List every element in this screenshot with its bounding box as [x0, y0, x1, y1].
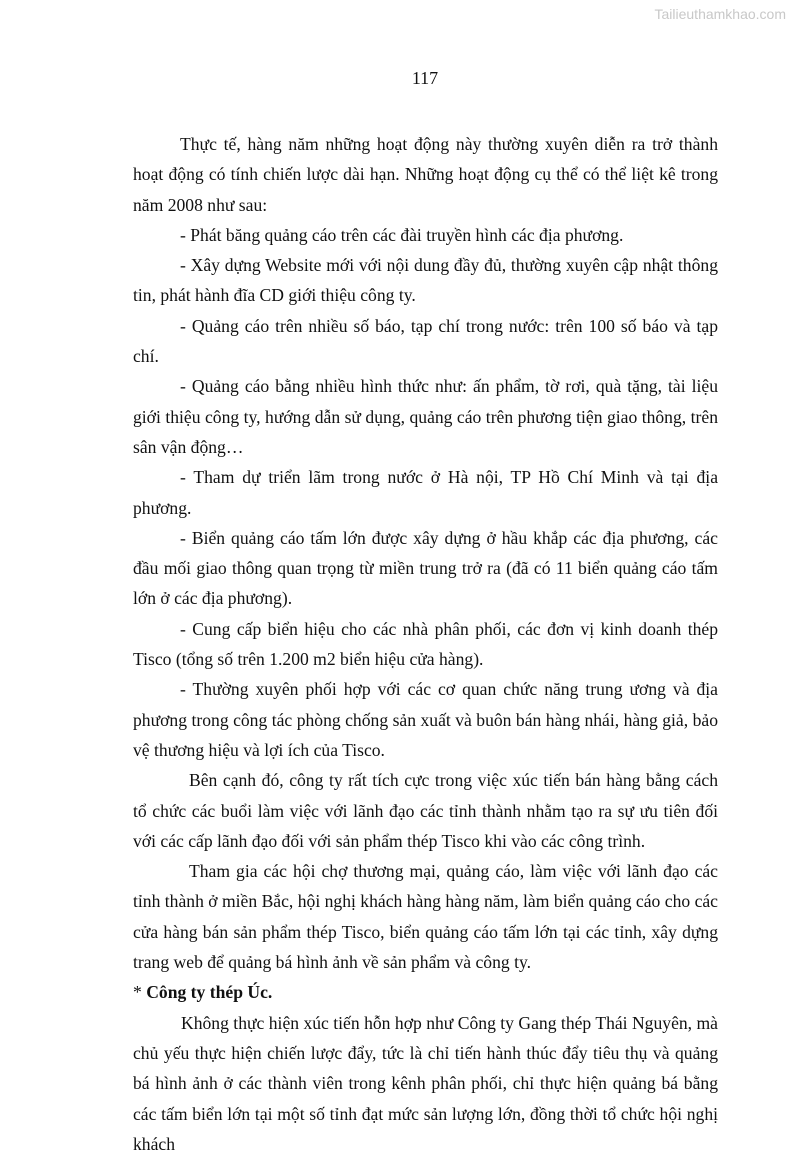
watermark: Tailieuthamkhao.com: [654, 6, 786, 22]
bullet-billboards: - Biển quảng cáo tấm lớn được xây dựng ở hầu khắp các địa phương, các đầu mối giao thông quan trọng từ miền trung trở ra (đã có 11 biển quảng cáo tấm lớn ở các địa phương).: [133, 527, 718, 609]
heading-prefix: *: [133, 982, 147, 1003]
bullet-newspaper-ads: - Quảng cáo trên nhiều số báo, tạp chí trong nước: trên 100 số báo và tạp chí.: [133, 315, 718, 367]
page-number: 117: [411, 68, 439, 88]
bullet-print-ads: - Quảng cáo bằng nhiều hình thức như: ấn phẩm, tờ rơi, quà tặng, tài liệu giới thiệu công ty, hướng dẫn sử dụng, quảng cáo trên phương tiện giao thông, trên sân vận động…: [133, 376, 718, 457]
document-body: [133, 129, 718, 1159]
section-heading: [133, 977, 718, 1007]
bullet-signage: - Cung cấp biển hiệu cho các nhà phân phối, các đơn vị kinh doanh thép Tisco (tổng số trên 1.200 m2 biển hiệu cửa hàng).: [133, 618, 718, 670]
paragraph-intro: Thực tế, hàng năm những hoạt động này thường xuyên diễn ra trở thành hoạt động có tính chiến lược dài hạn. Những hoạt động cụ thể có thể liệt kê trong năm 2008 như sau:: [133, 134, 718, 215]
paragraph-trade-fairs: Tham gia các hội chợ thương mại, quảng cáo, làm việc với lãnh đạo các tỉnh thành ở miền Bắc, hội nghị khách hàng hàng năm, làm biển quảng cáo cho các cửa hàng bán sản phẩm thép Tisco, biển quảng cáo tấm lớn tại các tỉnh, xây dựng trang web để quảng bá hình ảnh về sản phẩm và công ty.: [133, 861, 718, 973]
bullet-website: - Xây dựng Website mới với nội dung đầy đủ, thường xuyên cập nhật thông tin, phát hành đĩa CD giới thiệu công ty.: [133, 255, 718, 306]
bullet-anti-counterfeit: - Thường xuyên phối hợp với các cơ quan chức năng trung ương và địa phương trong công tác phòng chống sản xuất và buôn bán hàng nhái, hàng giả, bảo vệ thương hiệu và lợi ích của Tisco.: [133, 679, 718, 760]
heading-title: Công ty thép Úc.: [146, 982, 273, 1003]
bullet-tv-ads: - Phát băng quảng cáo trên các đài truyền hình các địa phương.: [180, 224, 624, 245]
paragraph-sales-promotion: Bên cạnh đó, công ty rất tích cực trong việc xúc tiến bán hàng bằng cách tổ chức các buổi làm việc với lãnh đạo các tỉnh thành nhằm tạo ra sự ưu tiên đối với các cấp lãnh đạo đối với sản phẩm thép Tisco khi vào các công trình.: [133, 770, 718, 851]
paragraph-uc-steel: Không thực hiện xúc tiến hỗn hợp như Công ty Gang thép Thái Nguyên, mà chủ yếu thực hiện chiến lược đẩy, tức là chỉ tiến hành thúc đẩy tiêu thụ và quảng bá hình ảnh ở các thành viên trong kênh phân phối, chỉ thực hiện quảng bá bằng các tấm biển lớn tại một số tỉnh đạt mức sản lượng lớn, đồng thời tổ chức hội nghị khách: [133, 1012, 718, 1154]
bullet-exhibitions: - Tham dự triển lãm trong nước ở Hà nội, TP Hồ Chí Minh và tại địa phương.: [133, 467, 718, 518]
